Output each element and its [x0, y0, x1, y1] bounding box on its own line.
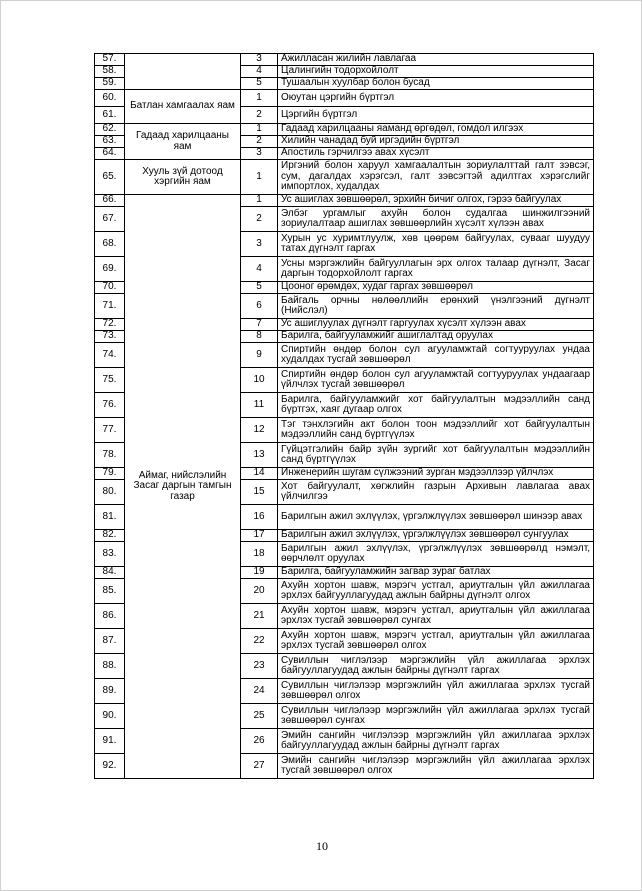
row-number: 62. [95, 124, 125, 136]
row-number: 77. [95, 418, 125, 443]
table-row [95, 90, 594, 107]
sub-number: 15 [241, 480, 278, 505]
page-number: 10 [316, 839, 328, 853]
row-number: 85. [95, 579, 125, 604]
sub-number: 3 [241, 232, 278, 257]
org-name-governor: Аймаг, нийслэлийн Засаг даргын тамгын газар [125, 195, 241, 779]
row-number: 70. [95, 282, 125, 294]
row-number: 76. [95, 393, 125, 418]
table-row [95, 124, 594, 136]
service-name: Элбэг ургамлыг ахуйн болон судалгаа шинжилгээний зориулалтаар ашиглах зөвшөөрлийн хүсэлт хүлээн авах [278, 207, 594, 232]
sub-number: 19 [241, 567, 278, 579]
row-number: 80. [95, 480, 125, 505]
service-name: Ус ашиглуулах дүгнэлт гаргуулах хүсэлт хүлээн авах [278, 319, 594, 331]
service-name: Хот байгуулалт, хөгжлийн газрын Архивын лавлагаа авах үйлчилгээ [278, 480, 594, 505]
row-number: 92. [95, 754, 125, 779]
service-name: Ахуйн хортон шавж, мэрэгч устгал, ариутгалын үйл ажиллагаа эрхлэх байгууллагуудад ажлын байрны дүгнэлт олгох [278, 579, 594, 604]
service-name: Оюутан цэргийн бүртгэл [278, 90, 594, 107]
sub-number: 3 [241, 148, 278, 160]
service-name: Сувиллын чиглэлээр мэргэжлийн үйл ажиллагаа эрхлэх тусгай зөвшөөрөл сунгах [278, 704, 594, 729]
sub-number: 1 [241, 90, 278, 107]
org-name-justice: Хууль зүй дотоод хэргийн яам [125, 160, 241, 195]
row-number: 88. [95, 654, 125, 679]
service-name: Хилийн чанадад буй иргэдийн бүртгэл [278, 136, 594, 148]
service-name: Цэргийн бүртгэл [278, 107, 594, 124]
row-number: 86. [95, 604, 125, 629]
table-row [95, 195, 594, 207]
service-name: Барилга, байгууламжийг ашиглалтад оруулах [278, 331, 594, 343]
sub-number: 8 [241, 331, 278, 343]
row-number: 69. [95, 257, 125, 282]
service-name: Барилгын ажил эхлүүлэх, үргэлжлүүлэх зөвшөөрөлд нэмэлт, өөрчлөлт оруулах [278, 542, 594, 567]
sub-number: 16 [241, 505, 278, 530]
services-table [94, 53, 594, 779]
sub-number: 17 [241, 530, 278, 542]
table-row [95, 160, 594, 195]
service-name: Тушаалын хуулбар болон бусад [278, 78, 594, 90]
row-number: 60. [95, 90, 125, 107]
service-name: Эмийн сангийн чиглэлээр мэргэжлийн үйл ажиллагаа эрхлэх байгууллагуудад ажлын байрны дүгнэлт гаргах [278, 729, 594, 754]
sub-number: 18 [241, 542, 278, 567]
service-name: Цооног өрөмдөх, худаг гаргах зөвшөөрөл [278, 282, 594, 294]
sub-number: 10 [241, 368, 278, 393]
service-name: Гадаад харилцааны яаманд өргөдөл, гомдол илгээх [278, 124, 594, 136]
service-name: Апостиль гэрчилгээ авах хүсэлт [278, 148, 594, 160]
row-number: 84. [95, 567, 125, 579]
row-number: 58. [95, 66, 125, 78]
sub-number: 2 [241, 136, 278, 148]
sub-number: 3 [241, 54, 278, 66]
org-cell-blank [125, 54, 241, 90]
row-number: 67. [95, 207, 125, 232]
row-number: 66. [95, 195, 125, 207]
sub-number: 24 [241, 679, 278, 704]
service-name: Эмийн сангийн чиглэлээр мэргэжлийн үйл ажиллагаа эрхлэх тусгай зөвшөөрөл олгох [278, 754, 594, 779]
row-number: 87. [95, 629, 125, 654]
service-name: Спиртийн өндөр болон сул агууламжтай согтууруулах ундаа худалдах тусгай зөвшөөрөл [278, 343, 594, 368]
service-name: Барилгын ажил эхлүүлэх, үргэлжлүүлэх зөвшөөрөл сунгуулах [278, 530, 594, 542]
sub-number: 1 [241, 124, 278, 136]
service-name: Усны мэргэжлийн байгууллагын эрх олгох талаар дүгнэлт, Засаг даргын тодорхойлолт гаргах [278, 257, 594, 282]
row-number: 83. [95, 542, 125, 567]
service-name: Хурын ус хуримтлуулж, хөв цөөрөм байгуулах, сувааг шуудуу татах дүгнэлт гаргах [278, 232, 594, 257]
sub-number: 5 [241, 78, 278, 90]
row-number: 63. [95, 136, 125, 148]
service-name: Иргэний болон харуул хамгаалалтын зориулалттай галт зэвсэг, сум, дагалдах хэрэгсэл, галт зэвсэгтэй адилтгах хэрэгслийг импортлох, худалдах [278, 160, 594, 195]
row-number: 73. [95, 331, 125, 343]
service-name: Барилга, байгууламжийн загвар зураг батлах [278, 567, 594, 579]
row-number: 78. [95, 443, 125, 468]
row-number: 90. [95, 704, 125, 729]
row-number: 79. [95, 468, 125, 480]
org-name-foreign: Гадаад харилцааны яам [125, 124, 241, 160]
sub-number: 1 [241, 160, 278, 195]
row-number: 71. [95, 294, 125, 319]
sub-number: 9 [241, 343, 278, 368]
sub-number: 13 [241, 443, 278, 468]
service-name: Барилгын ажил эхлүүлэх, үргэлжлүүлэх зөвшөөрөл шинээр авах [278, 505, 594, 530]
sub-number: 21 [241, 604, 278, 629]
sub-number: 12 [241, 418, 278, 443]
row-number: 65. [95, 160, 125, 195]
sub-number: 1 [241, 195, 278, 207]
row-number: 89. [95, 679, 125, 704]
service-name: Спиртийн өндөр болон сул агууламжтай согтууруулах ундаагаар үйлчлэх тусгай зөвшөөрөл [278, 368, 594, 393]
row-number: 81. [95, 505, 125, 530]
row-number: 61. [95, 107, 125, 124]
sub-number: 11 [241, 393, 278, 418]
service-name: Ус ашиглах зөвшөөрөл, эрхийн бичиг олгох, гэрээ байгуулах [278, 195, 594, 207]
sub-number: 2 [241, 207, 278, 232]
row-number: 82. [95, 530, 125, 542]
org-name-defense: Батлан хамгаалах яам [125, 90, 241, 124]
row-number: 68. [95, 232, 125, 257]
sub-number: 4 [241, 66, 278, 78]
row-number: 75. [95, 368, 125, 393]
sub-number: 25 [241, 704, 278, 729]
row-number: 59. [95, 78, 125, 90]
row-number: 72. [95, 319, 125, 331]
sub-number: 27 [241, 754, 278, 779]
sub-number: 20 [241, 579, 278, 604]
service-name: Барилга, байгууламжийг хот байгуулалтын мэдээллийн санд бүртгэх, хаяг дугаар олгох [278, 393, 594, 418]
row-number: 74. [95, 343, 125, 368]
service-name: Гүйцэтгэлийн байр зүйн зургийг хот байгуулалтын мэдээллийн санд бүртгүүлэх [278, 443, 594, 468]
row-number: 57. [95, 54, 125, 66]
row-number: 91. [95, 729, 125, 754]
sub-number: 26 [241, 729, 278, 754]
sub-number: 4 [241, 257, 278, 282]
service-name: Ахуйн хортон шавж, мэрэгч устгал, ариутгалын үйл ажиллагаа эрхлэх тусгай зөвшөөрөл сунгах [278, 604, 594, 629]
service-name: Инженерийн шугам сүлжээний зурган мэдээллээр үйлчлэх [278, 468, 594, 480]
sub-number: 14 [241, 468, 278, 480]
sub-number: 22 [241, 629, 278, 654]
table-row [95, 54, 594, 66]
service-name: Тэг тэнхлэгийн акт болон тоон мэдээллийг хот байгуулалтын мэдээллийн санд бүртгүүлэх [278, 418, 594, 443]
sub-number: 7 [241, 319, 278, 331]
sub-number: 6 [241, 294, 278, 319]
sub-number: 23 [241, 654, 278, 679]
sub-number: 2 [241, 107, 278, 124]
service-name: Сувиллын чиглэлээр мэргэжлийн үйл ажиллагаа эрхлэх байгууллагуудад ажлын байрны дүгнэлт гаргах [278, 654, 594, 679]
row-number: 64. [95, 148, 125, 160]
sub-number: 5 [241, 282, 278, 294]
service-name: Ажилласан жилийн лавлагаа [278, 54, 594, 66]
service-name: Сувиллын чиглэлээр мэргэжлийн үйл ажиллагаа эрхлэх тусгай зөвшөөрөл олгох [278, 679, 594, 704]
service-name: Ахуйн хортон шавж, мэрэгч устгал, ариутгалын үйл ажиллагаа эрхлэх тусгай зөвшөөрөл олгох [278, 629, 594, 654]
service-name: Байгаль орчны нөлөөллийн ерөнхий үнэлгээний дүгнэлт (Нийслэл) [278, 294, 594, 319]
service-name: Цалингийн тодорхойлолт [278, 66, 594, 78]
